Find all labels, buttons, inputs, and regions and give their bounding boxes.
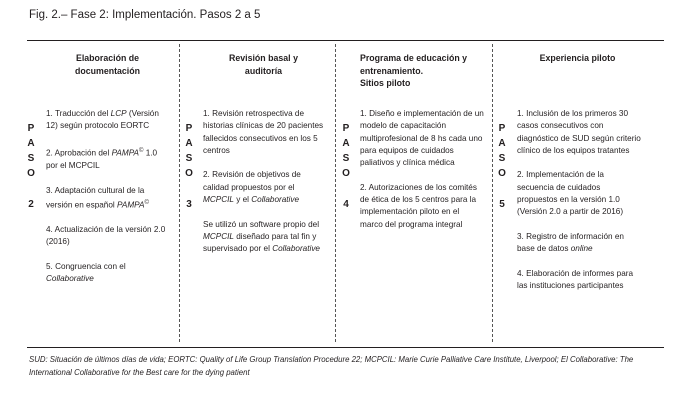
paso-letter: S — [185, 153, 193, 164]
list-item: 1. Diseño e implementación de un modelo de capacitación multiprofesional de 8 hs cada uno para equipos de cuidados paliativos y clínica médica — [360, 109, 484, 168]
paso-letter: A — [27, 138, 35, 149]
list-item: 2. Revisión de objetivos de calidad propuestos por el MCPCIL y el Collaborative — [203, 170, 301, 205]
paso-letter: P — [27, 123, 35, 134]
paso-number-3: 3 — [186, 199, 192, 210]
list-item: 2. Aprobación del PAMPA© 1.0 por el MCPCIL — [46, 147, 158, 170]
paso-label-3 — [182, 121, 196, 181]
paso-letter: A — [342, 138, 350, 149]
paso-letter: P — [342, 123, 350, 134]
list-item: Se utilizó un software propio del MCPCIL diseñado para tal fin y supervisado por el Collaborative — [203, 219, 320, 254]
paso-letter: S — [342, 153, 350, 164]
paso-letter: O — [342, 168, 350, 179]
list-item: 3. Adaptación cultural de la versión en español PAMPA© — [46, 185, 149, 210]
list-item: 1. Inclusión de los primeros 30 casos consecutivos con diagnóstico de SUD según criterio clínico de los equipos tratantes — [517, 109, 641, 155]
list-item: 2. Implementación de la secuencia de cuidados propuestos en la versión 1.0 (Versión 2.0 a partir de 2016) — [517, 170, 624, 217]
list-item: 1. Traducción del LCP (Versión 12) según protocolo EORTC — [46, 109, 159, 131]
paso-letter: O — [27, 168, 35, 179]
column-divider — [492, 44, 493, 342]
paso-label-5 — [495, 121, 509, 181]
paso-letter: P — [498, 123, 506, 134]
paso-number-4: 4 — [343, 199, 349, 210]
list-item: 1. Revisión retrospectiva de historias clínicas de 20 pacientes fallecidos consecutivos en los 5 centros — [203, 109, 324, 155]
paso-letter: S — [498, 153, 506, 164]
bottom-rule — [27, 347, 664, 348]
footnote: SUD: Situación de últimos días de vida; EORTC: Quality of Life Group Translation Procedure 22; MCPCIL: Marie Curie Palliative Care Institute, Liverpool; El Collaborative: The International Collaborative for the Best care for the dying patient — [29, 355, 634, 377]
paso-number-2: 2 — [28, 199, 34, 210]
column-heading-text: Elaboración de documentación — [74, 53, 140, 76]
column-heading-text: Experiencia piloto — [539, 53, 616, 63]
paso-number-5: 5 — [499, 199, 505, 210]
paso-letter: P — [185, 123, 193, 134]
column-heading-text: Programa de educación y entrenamiento. Sitios piloto — [360, 53, 468, 88]
list-item: 3. Registro de información en base de datos online — [517, 231, 624, 254]
column-body-programa — [360, 108, 484, 243]
paso-label-2 — [24, 121, 38, 181]
column-heading-programa — [360, 52, 500, 90]
column-divider — [335, 44, 336, 342]
column-divider — [179, 44, 180, 342]
list-item: 5. Congruencia con el Collaborative — [46, 262, 126, 284]
column-heading-documentacion — [40, 52, 175, 77]
column-heading-revision — [196, 52, 331, 77]
column-body-revision — [203, 108, 327, 268]
paso-label-4 — [339, 121, 353, 181]
column-heading-text: Revisión basal y auditoría — [229, 53, 298, 76]
list-item: 4. Actualización de la versión 2.0 (2016) — [46, 225, 166, 247]
paso-letter: A — [498, 138, 506, 149]
figure-title: Fig. 2.– Fase 2: Implementación. Pasos 2 a 5 — [29, 9, 261, 21]
top-rule — [27, 40, 664, 41]
list-item: 4. Elaboración de informes para las instituciones participantes — [517, 268, 634, 291]
paso-letter: S — [27, 153, 35, 164]
list-item: 2. Autorizaciones de los comités de ética de los 5 centros para la implementación piloto en el marco del programa integral — [360, 182, 477, 229]
column-body-documentacion — [46, 108, 168, 298]
paso-letter: O — [185, 168, 193, 179]
paso-letter: A — [185, 138, 193, 149]
column-heading-experiencia — [510, 52, 645, 65]
column-body-experiencia — [517, 108, 643, 305]
paso-letter: O — [498, 168, 506, 179]
